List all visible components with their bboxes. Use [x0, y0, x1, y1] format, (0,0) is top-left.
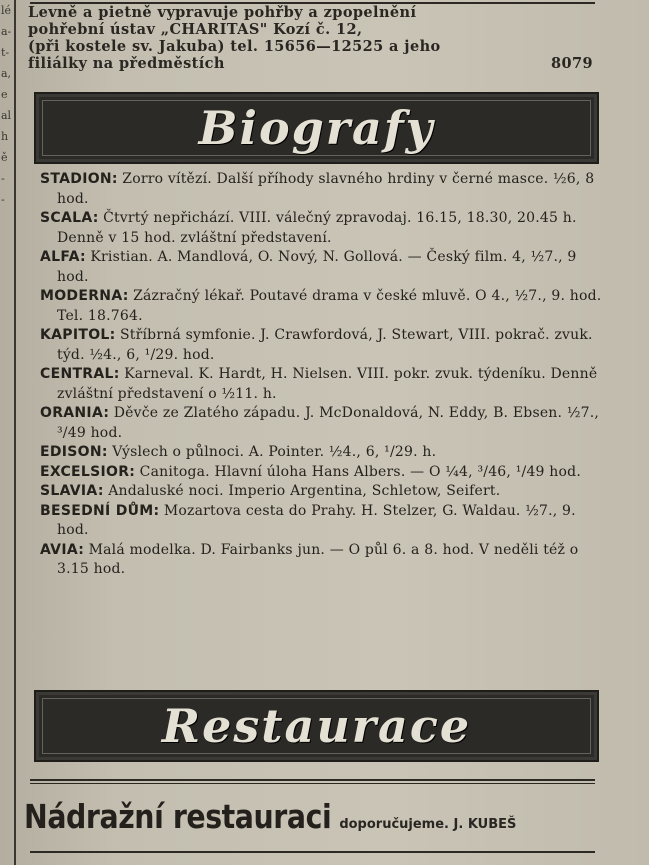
- cinema-name: STADION:: [40, 171, 118, 187]
- cinema-program: Zázračný lékař. Poutavé drama v české mluvě. O 4., ½7., 9. hod. Tel. 18.764.: [57, 288, 602, 324]
- cinema-program: Výslech o půlnoci. A. Pointer. ½4., 6, ¹/29. h.: [112, 444, 437, 460]
- divider-rule: [30, 783, 595, 784]
- cinema-program: Andaluské noci. Imperio Argentina, Schletow, Seifert.: [108, 483, 501, 499]
- restaurant-advertisement: [24, 797, 624, 847]
- cinema-name: KAPITOL:: [40, 327, 116, 343]
- cinema-name: AVIA:: [40, 541, 85, 558]
- left-column-fragments: [0, 0, 16, 865]
- funeral-ad-line: [28, 38, 593, 55]
- cinema-entry: [40, 404, 612, 443]
- cinema-name: SLAVIA:: [40, 483, 104, 499]
- funeral-ad-line3: (při kostele sv. Jakuba) tel. 15656—12525 a jeho: [28, 38, 441, 55]
- cinema-program: Mozartova cesta do Prahy. H. Stelzer, G. Waldau. ½7., 9. hod.: [57, 502, 576, 538]
- funeral-ad-line: [28, 21, 593, 38]
- cinema-name: ALFA:: [40, 249, 86, 265]
- cinema-entry: [40, 170, 612, 209]
- restaurant-recommendation: doporučujeme. J. KUBEŠ: [339, 817, 517, 832]
- restaurant-name: Nádražní restauraci: [24, 797, 332, 836]
- cinema-entry: [40, 443, 612, 463]
- funeral-ad-line4: filiálky na předměstích: [28, 55, 225, 72]
- ad-number: 8079: [551, 55, 593, 72]
- left-fragment: h: [1, 130, 9, 143]
- cinema-program: Děvče ze Zlatého západu. J. McDonaldová, N. Eddy, B. Ebsen. ½7., ³/49 hod.: [57, 405, 600, 441]
- divider-rule: [30, 779, 595, 781]
- cinema-name: EXCELSIOR:: [40, 463, 136, 480]
- left-fragment: lé: [1, 4, 12, 17]
- left-fragment: -: [1, 193, 5, 206]
- funeral-ad-line: [28, 55, 593, 72]
- cinema-entry: [40, 248, 612, 287]
- left-fragment: a,: [1, 67, 12, 80]
- cinema-program: Kristian. A. Mandlová, O. Nový, N. Gollová. — Český film. 4, ½7., 9 hod.: [57, 249, 577, 285]
- cinema-program: Karneval. K. Hardt, H. Nielsen. VIII. pokr. zvuk. týdeníku. Denně zvláštní představení o ½11. h.: [57, 366, 598, 402]
- left-fragment: -: [1, 172, 5, 185]
- left-fragment: a-: [1, 25, 12, 38]
- left-fragment: ě: [1, 151, 8, 164]
- biografy-banner: [34, 92, 599, 164]
- cinema-entry: [40, 482, 612, 502]
- cinema-name: MODERNA:: [40, 288, 129, 304]
- cinema-program: Zorro vítězí. Další příhody slavného hrdiny v černé masce. ½6, 8 hod.: [57, 171, 595, 207]
- cinema-entry: [40, 502, 612, 541]
- cinema-entry: [40, 287, 612, 326]
- cinema-program: Stříbrná symfonie. J. Crawfordová, J. Stewart, VIII. pokrač. zvuk. týd. ½4., 6, ¹/29. hod.: [57, 327, 593, 363]
- left-fragment: al: [1, 109, 12, 122]
- cinema-program: Canitoga. Hlavní úloha Hans Albers. — O ¼4, ³/46, ¹/49 hod.: [139, 463, 581, 480]
- section-title-biografy: Biografy: [198, 101, 435, 155]
- cinema-entry: [40, 541, 612, 580]
- cinema-name: ORANIA:: [40, 405, 110, 421]
- restaurace-banner: [34, 690, 599, 762]
- cinema-entry: [40, 463, 612, 483]
- cinema-listings: [40, 170, 612, 580]
- cinema-name: EDISON:: [40, 444, 108, 460]
- cinema-program: Malá modelka. D. Fairbanks jun. — O půl 6. a 8. hod. V neděli též o 3.15 hod.: [57, 541, 579, 577]
- cinema-name: CENTRAL:: [40, 366, 120, 382]
- funeral-ad-line: [28, 4, 593, 21]
- bottom-rule: [30, 851, 595, 853]
- funeral-ad-line2: pohřební ústav „CHARITAS" Kozí č. 12,: [28, 21, 363, 38]
- cinema-entry: [40, 365, 612, 404]
- cinema-name: SCALA:: [40, 210, 99, 226]
- section-title-restaurace: Restaurace: [161, 699, 472, 753]
- funeral-advertisement: [28, 4, 593, 72]
- cinema-program: Čtvrtý nepřichází. VIII. válečný zpravodaj. 16.15, 18.30, 20.45 h. Denně v 15 hod. zvláštní představení.: [57, 210, 577, 246]
- cinema-entry: [40, 209, 612, 248]
- cinema-entry: [40, 326, 612, 365]
- left-fragment: e: [1, 88, 8, 101]
- left-fragment: t-: [1, 46, 10, 59]
- cinema-name: BESEDNÍ DŮM:: [40, 502, 160, 519]
- funeral-ad-line1: Levně a pietně vypravuje pohřby a zpopelnění: [28, 4, 417, 21]
